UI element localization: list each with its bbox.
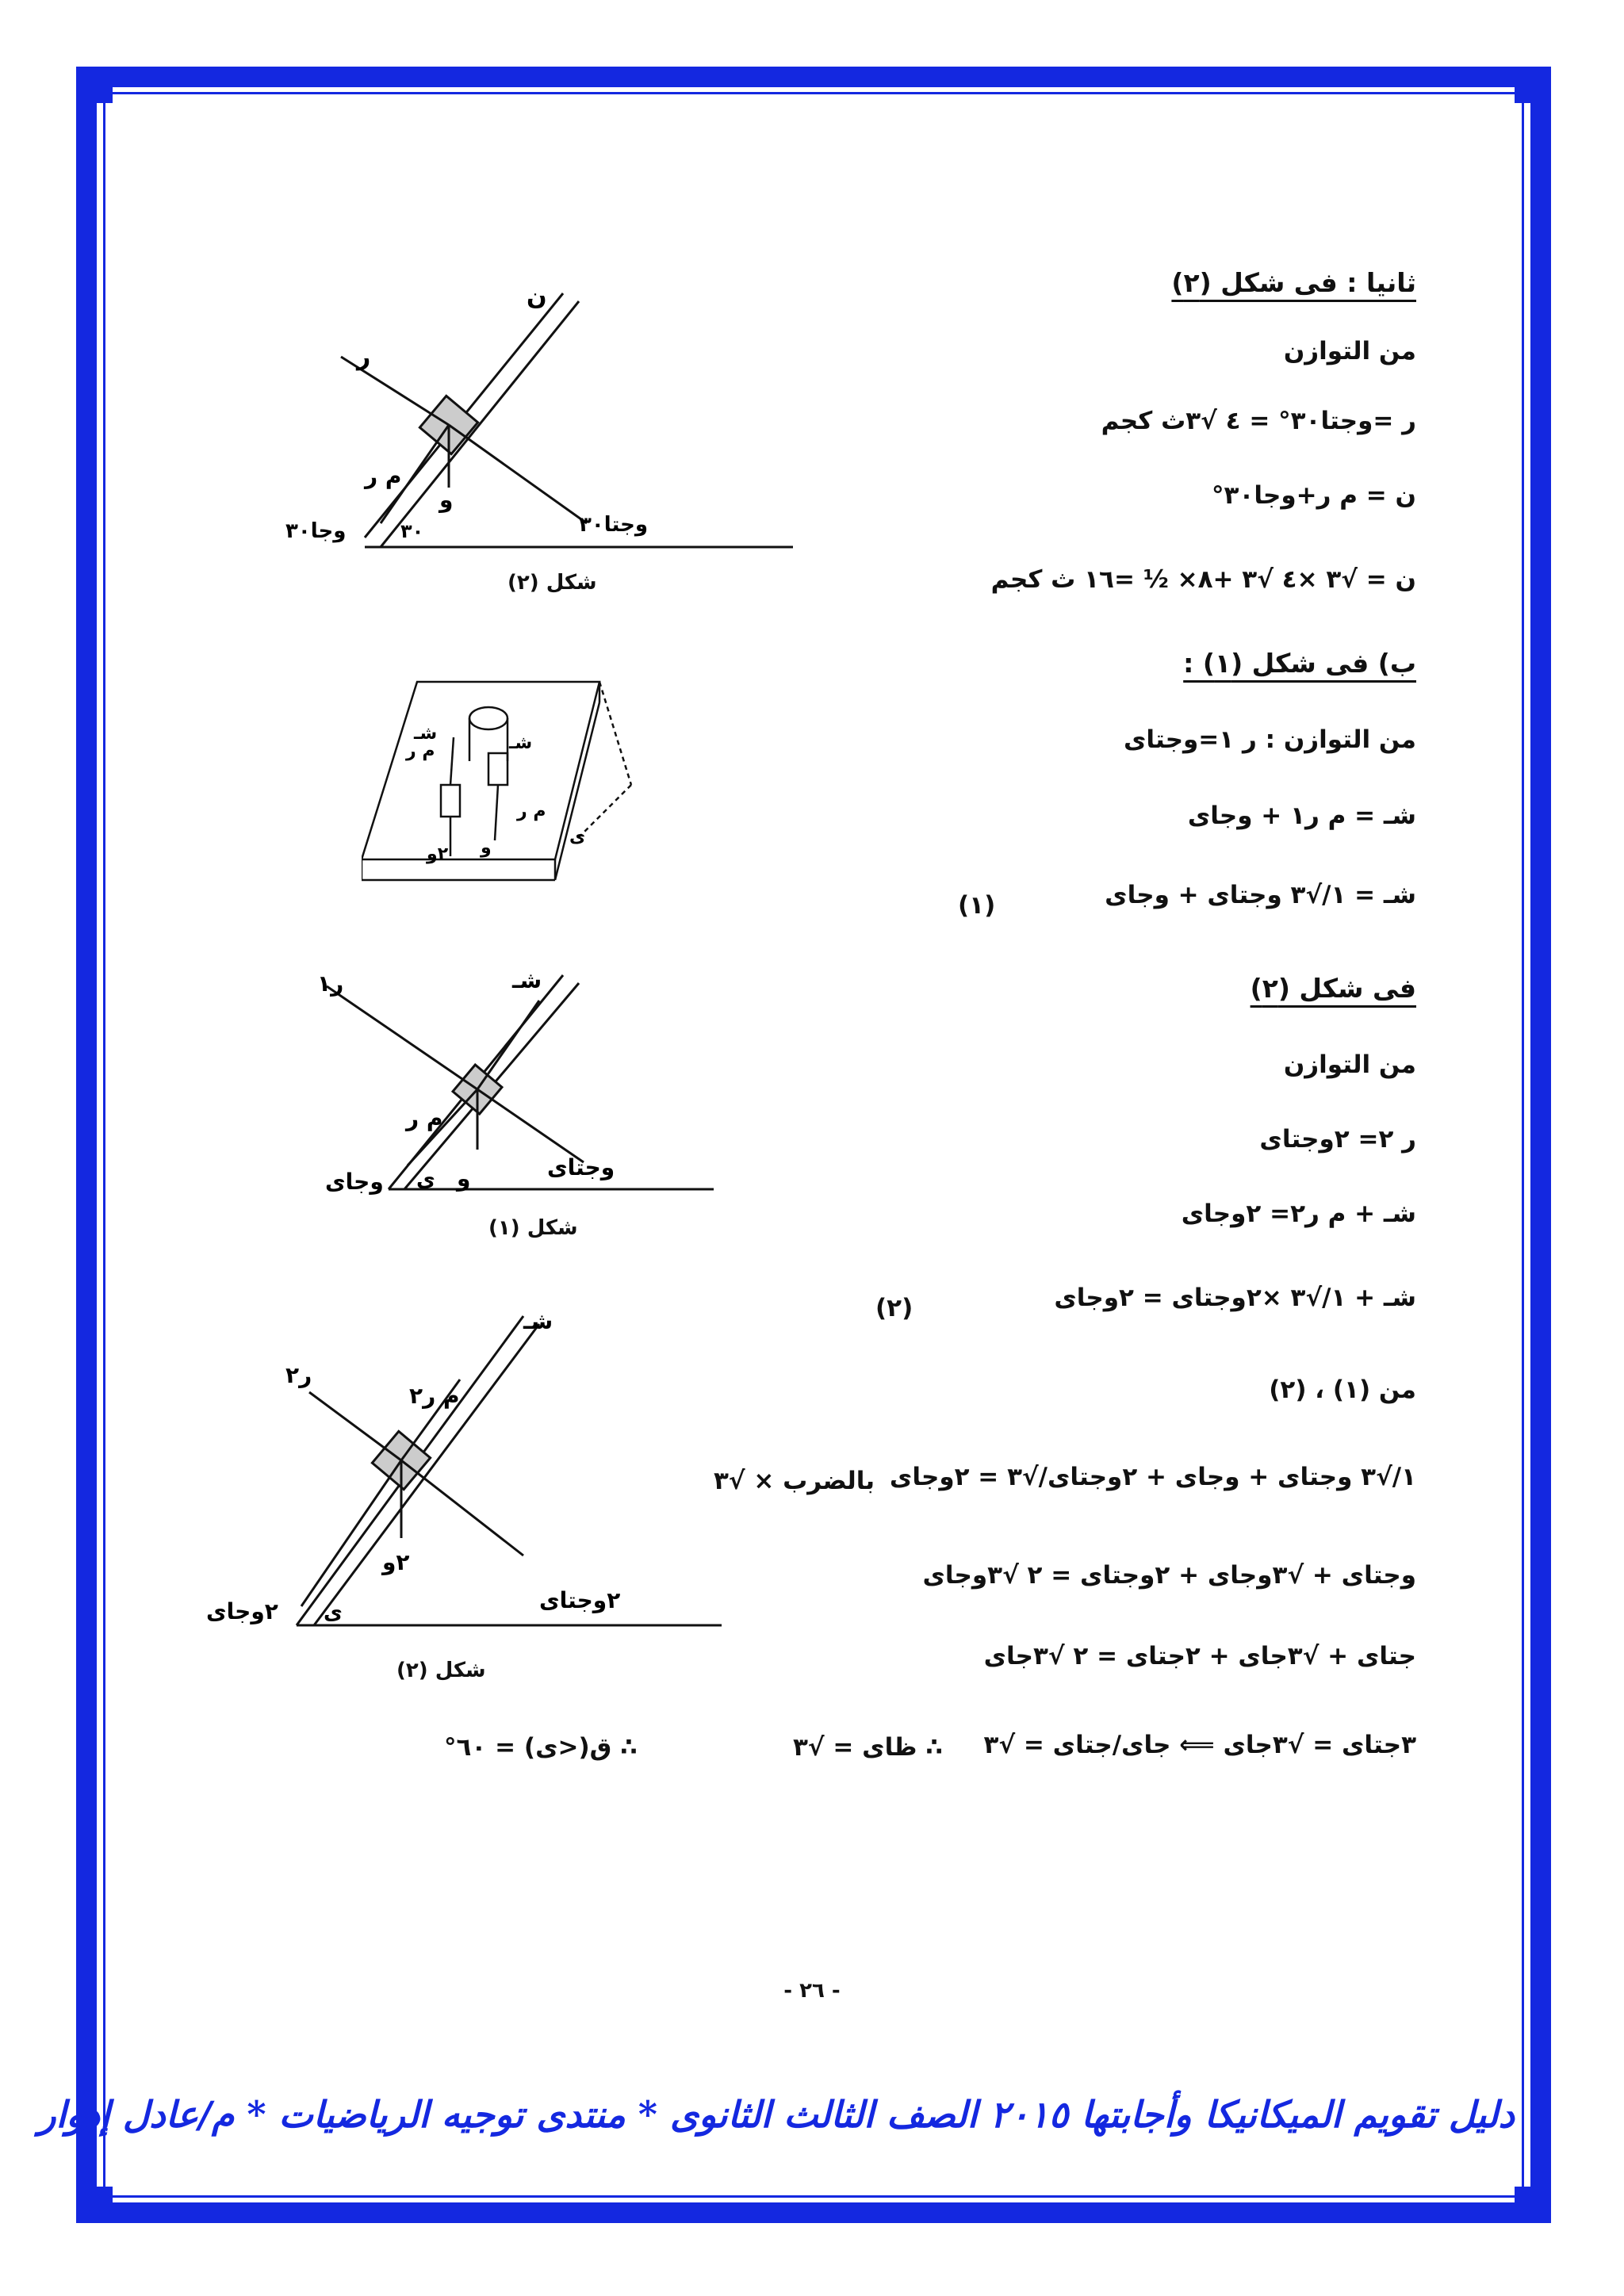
equation-final-a: ٣جتاى = √٣جاى ⟸ جاى/جتاى = √٣	[983, 1731, 1416, 1759]
equation-number-2: (٢)	[875, 1294, 914, 1322]
label-sh: شـ	[512, 967, 542, 993]
equation-multiply: وجتاى + √٣وجاى + ٢وجتاى = ٢ √٣وجاى	[922, 1561, 1416, 1590]
equation-combine: ١/√٣ وجتاى + وجاى + ٢وجتاى/√٣ = ٢وجاى	[889, 1463, 1416, 1491]
label-y: ى	[569, 827, 586, 847]
label-w: و	[457, 1165, 471, 1192]
label-2wsin: ٢وجاى	[206, 1598, 278, 1624]
figure-caption-a: شكل (٢)	[508, 571, 597, 595]
label-wsin: وجاى	[325, 1169, 384, 1195]
page-number: - ٢٦ -	[783, 1979, 841, 2003]
from-equations-label: من (١) ، (٢)	[1269, 1376, 1416, 1404]
equation-final-b: ∴ ظاى = √٣	[793, 1733, 943, 1762]
label-sh-1: شـ	[414, 724, 438, 744]
figure-3d-plane	[362, 674, 663, 896]
equation-n-value: ن = √٣ ×٤ √٣ +٨× ½ =١٦ ث كجم	[990, 565, 1416, 594]
label-y: ى	[324, 1601, 343, 1624]
label-angle-30: ٣٠	[400, 520, 424, 542]
label-2wcos: ٢وجتاى	[539, 1587, 621, 1613]
figure-incline-y-2-svg	[190, 1300, 730, 1649]
figure-caption-d: شكل (٢)	[396, 1659, 486, 1682]
heading-figure-2: فى شكل (٢)	[1250, 973, 1416, 1004]
label-2w: ٢و	[382, 1549, 410, 1575]
equation-sh-1: شـ = م ر١ + وجاى	[1187, 802, 1416, 830]
label-w: و	[481, 838, 492, 858]
label-n: ن	[527, 285, 547, 311]
label-r1: ر١	[317, 970, 344, 997]
border-corner-bottom-right	[1515, 2187, 1551, 2223]
label-r2: ر٢	[285, 1362, 312, 1388]
label-mr: م ر	[406, 1105, 443, 1131]
label-r: ر	[357, 343, 371, 371]
multiply-note: بالضرب × √٣	[714, 1467, 875, 1495]
label-wsin30: وجا٣٠	[285, 519, 347, 543]
footer-credit: دليل تقويم الميكانيكا وأجابتها ٢٠١٥ الصف الثالث الثانوى * منتدى توجيه الرياضيات * م/عادل إدوار	[38, 2093, 1515, 2136]
heading-part-b: ب) فى شكل (١) :	[1183, 648, 1416, 679]
label-2w: ٢و	[427, 844, 449, 864]
equation-n: ن = م ر+وجا٣٠°	[1212, 481, 1416, 510]
equation-number-1: (١)	[958, 891, 996, 920]
equation-r2: ر ٢= ٢وجتاى	[1259, 1125, 1416, 1154]
border-corner-top-right	[1515, 67, 1551, 103]
equation-simplify: جتاى + √٣جاى + ٢جتاى = ٢ √٣جاى	[983, 1642, 1416, 1670]
equation-equilibrium-r1: من التوازن : ر ١=وجتاى	[1123, 725, 1416, 754]
equilibrium-label: من التوازن	[1283, 337, 1416, 365]
figure-3d-plane-svg	[362, 674, 663, 896]
label-mr-1: م ر	[406, 741, 435, 761]
equation-final-c: ∴ ق(<ى) = ٦٠°	[444, 1733, 638, 1762]
figure-caption-c: شكل (١)	[488, 1216, 578, 1240]
figure-incline-y-1	[285, 967, 730, 1205]
figure-incline-30-svg	[270, 285, 809, 571]
label-sh: شـ	[523, 1308, 553, 1334]
heading-second-part: ثانيا : فى شكل (٢)	[1171, 267, 1416, 298]
label-y: ى	[416, 1168, 435, 1192]
equilibrium-label-2: من التوازن	[1283, 1050, 1416, 1079]
equation-sh-2: شـ = ١/√٣ وجتاى + وجاى	[1105, 881, 1416, 909]
figure-incline-y-2	[190, 1300, 730, 1649]
label-w: و	[439, 487, 454, 513]
label-wcos30: وجتا٣٠	[579, 513, 649, 537]
label-mr: م ر	[365, 463, 402, 489]
equation-r: ر =وجتا٣٠° = ٤ √٣ث كجم	[1101, 407, 1416, 435]
equation-sh-4: شـ + ١/√٣ ×٢وجتاى = ٢وجاى	[1054, 1284, 1416, 1312]
equation-sh-3: شـ + م ر٢= ٢وجاى	[1181, 1200, 1416, 1228]
label-sh-2: شـ	[509, 733, 533, 753]
figure-incline-y-1-svg	[285, 967, 730, 1205]
label-wcos: وجتاى	[547, 1154, 615, 1181]
border-corner-top-left	[76, 67, 113, 103]
label-mr2: م ر٢	[409, 1383, 460, 1409]
figure-incline-30	[270, 285, 809, 571]
label-mr-2: م ر	[517, 802, 546, 821]
border-corner-bottom-left	[76, 2187, 113, 2223]
